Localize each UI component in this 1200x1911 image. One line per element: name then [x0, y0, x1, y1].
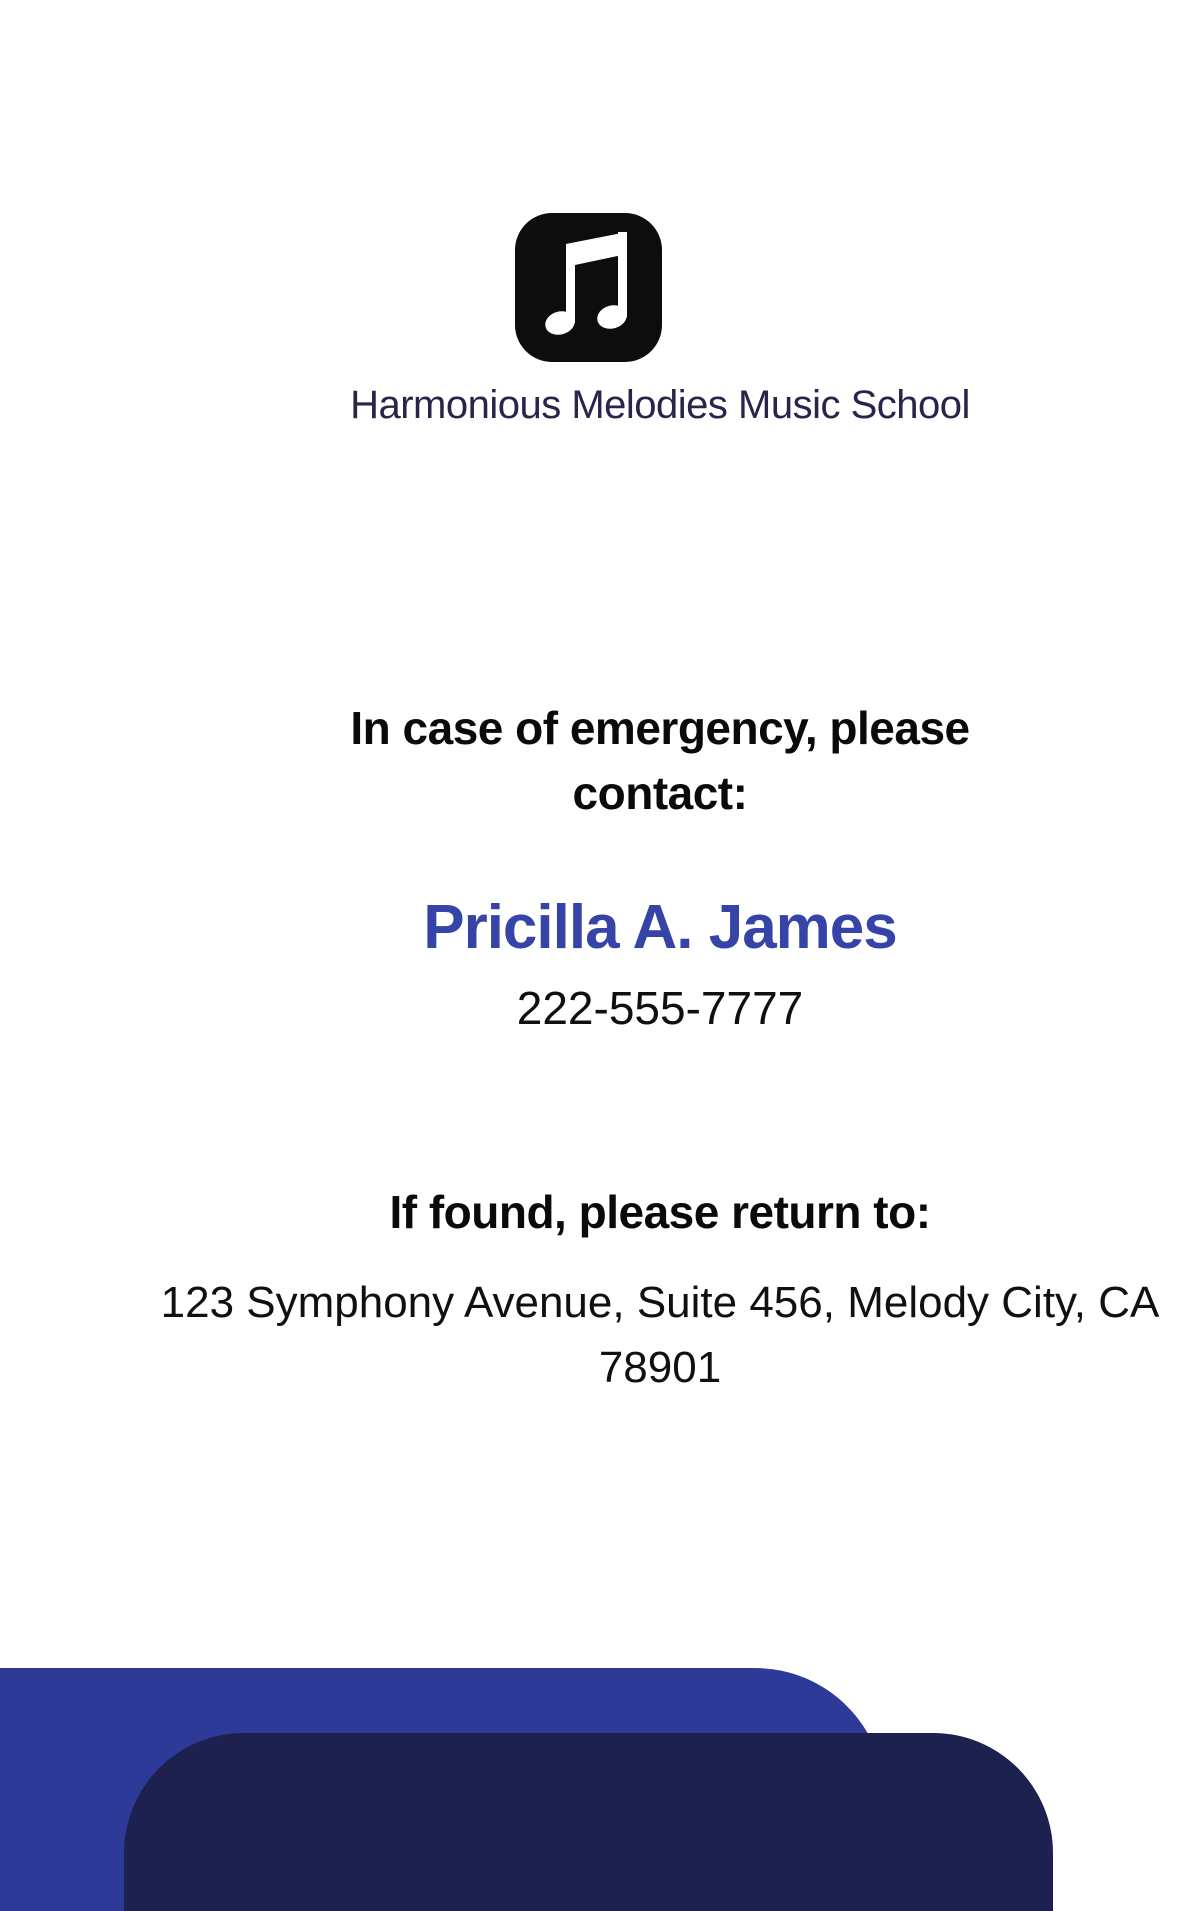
emergency-contact-name: Pricilla A. James — [423, 893, 897, 962]
school-name: Harmonious Melodies Music School — [350, 383, 970, 427]
return-address — [120, 1270, 1200, 1400]
emergency-heading — [120, 696, 1200, 826]
emergency-heading-text: In case of emergency, please contact: — [350, 702, 970, 819]
footer-navy-shape — [124, 1733, 1053, 1911]
beamed-music-notes-icon — [515, 213, 662, 362]
return-address-text: 123 Symphony Avenue, Suite 456, Melody City, CA 78901 — [160, 1278, 1160, 1392]
emergency-contact-phone: 222-555-7777 — [516, 982, 804, 1034]
music-school-logo — [515, 213, 662, 362]
return-heading: If found, please return to: — [389, 1186, 931, 1238]
